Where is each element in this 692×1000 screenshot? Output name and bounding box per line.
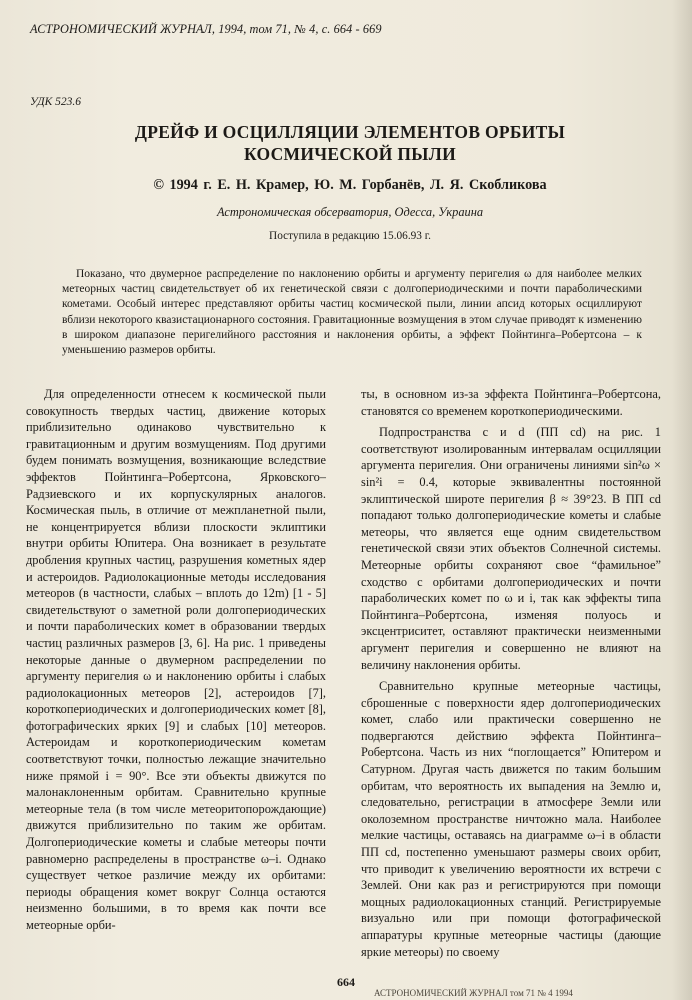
- paragraph: Подпространства c и d (ПП cd) на рис. 1 соответствуют изолированным интервалам осцилляции аргумента перигелия. Они ограничены линиями sin²ω × sin²i = 0.4, которые эквивалентны постоянной эклиптической широте перигелия β ≈ 39°23. В ПП cd попадают только долгопериодические кометы и слабые метеоры, что является еще одним свидетельством генетической связи этих объектов Солнечной системы. Метеорные орбиты сохраняют свое “фамильное” сходство с орбитами долгопериодических и почти параболических комет по ω и i, так как эффекты типа Пойнтинга–Робертсона, изменяя полуось и эксцентриситет, оставляют практически неизменными аргумент перигелия и совершенно не влияют на величину наклонения орбиты.: [361, 425, 661, 672]
- page-number: 664: [337, 975, 355, 989]
- paragraph-continued: ты, в основном из-за эффекта Пойнтинга–Робертсона, становятся со временем короткопериодическими.: [361, 387, 661, 418]
- body-column-right: [361, 386, 661, 965]
- paragraph: Сравнительно крупные метеорные частицы, сброшенные с поверхности ядер долгопериодических комет, слабо или практически совершенно не подвергаются действию эффекта Пойнтинга–Робертсона. Часть из них “поглощается” Юпитером и Сатурном. Другая часть движется по таким большим орбитам, что вероятность их выпадения на Землю и, следовательно, регистрации в атмосфере Земли или околоземном пространстве ничтожно мала. Наиболее мелкие частицы, оставаясь на диаграмме ω–i в области ПП cd, постепенно уменьшают размеры своих орбит, что приводит к увеличению вероятности их встречи с Землей. Они как раз и регистрируются при помощи мощных радиолокационных станций. Регистрируемые визуально или при помощи фотографической аппаратуры крупные метеорные частицы (дающие яркие метеоры) по своему: [361, 679, 661, 959]
- authors-line: © 1994 г. Е. Н. Крамер, Ю. М. Горбанёв, Л. Я. Скобликова: [153, 177, 547, 193]
- paragraph: Для определенности отнесем к космической пыли совокупность твердых частиц, движение которых приблизительно одинаково чувствительно к гравитационным и другим возмущениям. Под другими будем понимать возмущения, возникающие вследствие эффектов Пойнтинга–Робертсона, Ярковского–Радзиевского и их корпускулярных аналогов. Космическая пыль, в отличие от межпланетной пыли, не концентрируется вблизи плоскости эклиптики внутри орбиты Юпитера. Она возникает в результате дробления крупных частиц, разрушения кометных ядер и астероидов. Радиолокационные методы исследования метеоров (в частности, слабых – вплоть до 12m) [1 - 5] свидетельствуют о заметной роли долгопериодических и почти параболических комет в образовании твердых частиц различных размеров [3, 6]. На рис. 1 приведены некоторые данные о двумерном распределении по аргументу перигелия ω и наклонению орбиты i слабых радиолокационных метеоров [2], астероидов [7], короткопериодических и долгопериодических комет [8], фотографических ярких [9] и слабых [10] метеоров. Астероидам и короткопериодическим кометам соответствуют точки, полностью лежащие значительно ниже прямой i = 90°. Все эти объекты движутся по малонаклоненным орбитам. Сравнительно крупные метеорные тела (в том числе метеоритопорождающие) движутся приблизительно по таким же орбитам. Долгопериодические кометы и слабые метеоры почти равномерно распределены в пространстве ω–i. Однако существует четкое различие между их орбитами: периоды обращения комет вокруг Солнца остаются неизменно большими, в то время как почти все метеорные орби-: [26, 387, 326, 932]
- title-line-1: ДРЕЙФ И ОСЦИЛЛЯЦИИ ЭЛЕМЕНТОВ ОРБИТЫ: [134, 122, 566, 142]
- bleed-through-footer: АСТРОНОМИЧЕСКИЙ ЖУРНАЛ том 71 № 4 1994: [374, 988, 573, 998]
- article-title: [70, 121, 630, 165]
- received-date: Поступила в редакцию 15.06.93 г.: [269, 230, 431, 242]
- affiliation: Астрономическая обсерватория, Одесса, Украина: [216, 205, 484, 219]
- abstract: Показано, что двумерное распределение по наклонению орбиты и аргументу перигелия ω для наиболее мелких метеорных частиц свидетельствует об их генетической связи с долгопериодическими и почти параболическими кометами. Особый интерес представляют орбиты частиц космической пыли, линии апсид которых осциллируют вблизи некоторого квазистационарного состояния. Гравитационные возмущения в этом случае приводят к изменению в широком диапазоне перигелийного расстояния и наклонения орбиты, а эффект Пойнтинга–Робертсона – к уменьшению размеров орбиты.: [62, 268, 642, 357]
- udk-code: УДК 523.6: [30, 96, 81, 108]
- running-head: АСТРОНОМИЧЕСКИЙ ЖУРНАЛ, 1994, том 71, № 4, с. 664 - 669: [30, 22, 382, 36]
- body-column-left: [26, 386, 326, 939]
- title-line-2: КОСМИЧЕСКОЙ ПЫЛИ: [243, 144, 457, 164]
- page-edge-shadow: [672, 0, 692, 1000]
